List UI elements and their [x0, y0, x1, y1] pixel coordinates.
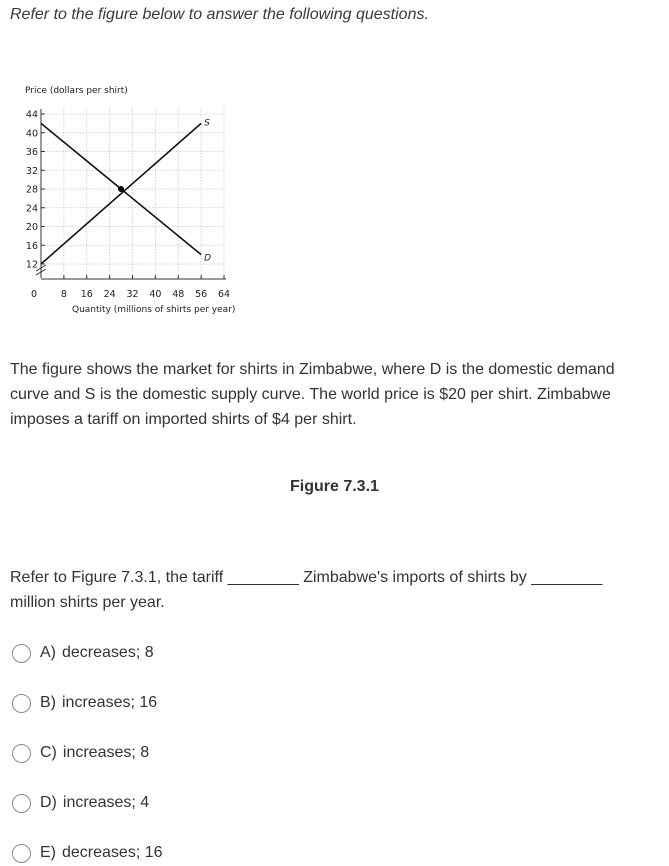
x-tick-label: 56 [195, 289, 208, 300]
y-tick-label: 24 [25, 203, 38, 215]
x-tick-label: 16 [80, 289, 93, 300]
radio-button-icon[interactable] [12, 744, 31, 763]
option-letter: E) [40, 844, 56, 861]
option-text: decreases; 16 [62, 844, 163, 861]
radio-button-icon[interactable] [12, 844, 31, 863]
intro-text: Refer to the figure below to answer the following questions. [10, 6, 429, 23]
option-d[interactable] [12, 791, 149, 815]
option-letter: C) [40, 744, 57, 761]
x-tick-label: 32 [126, 289, 139, 300]
option-text: increases; 4 [62, 794, 150, 811]
equilibrium-point [118, 186, 124, 192]
y-tick-label: 20 [25, 222, 38, 233]
x-axis-label: Quantity (millions of shirts per year) [72, 305, 236, 315]
x-tick-label: 0 [30, 289, 38, 300]
y-tick-label: 36 [25, 147, 38, 158]
radio-button-icon[interactable] [12, 794, 31, 813]
x-tick-label: 24 [103, 289, 116, 300]
option-text: increases; 16 [62, 694, 158, 711]
option-letter: A) [40, 644, 56, 661]
y-tick-label: 28 [25, 184, 38, 196]
x-tick-label: 40 [149, 289, 162, 300]
radio-button-icon[interactable] [12, 694, 31, 713]
y-axis-label: Price (dollars per shirt) [25, 86, 128, 96]
x-tick-label: 8 [60, 289, 67, 300]
curve-s [41, 123, 201, 264]
option-b[interactable] [12, 691, 157, 715]
supply-demand-chart [0, 78, 260, 328]
option-letter: B) [40, 694, 56, 711]
curve-label-d: D [204, 253, 212, 264]
option-text: decreases; 8 [62, 644, 154, 661]
option-letter: D) [40, 794, 57, 811]
figure-caption: Figure 7.3.1 [290, 478, 379, 495]
curve-label-s: S [204, 118, 210, 129]
y-tick-label: 12 [25, 259, 38, 271]
x-tick-label: 64 [217, 289, 231, 300]
question-text: Refer to Figure 7.3.1, the tariff ________ Zimbabwe's imports of shirts by ________ million shirts per year. [10, 569, 603, 611]
y-tick-label: 16 [25, 240, 38, 252]
x-tick-label: 48 [172, 289, 185, 300]
option-e[interactable] [12, 841, 163, 865]
option-text: increases; 8 [62, 744, 150, 761]
y-tick-label: 40 [25, 128, 38, 140]
y-tick-label: 44 [25, 109, 38, 121]
radio-button-icon[interactable] [12, 644, 31, 663]
y-tick-label: 32 [25, 165, 38, 177]
option-a[interactable] [12, 641, 154, 665]
option-c[interactable] [12, 741, 149, 765]
problem-description: The figure shows the market for shirts in Zimbabwe, where D is the domestic demand curve and S is the domestic supply curve. The world price is $20 per shirt. Zimbabwe imposes a tariff on imported shirts of $4 per shirt. [10, 361, 615, 428]
